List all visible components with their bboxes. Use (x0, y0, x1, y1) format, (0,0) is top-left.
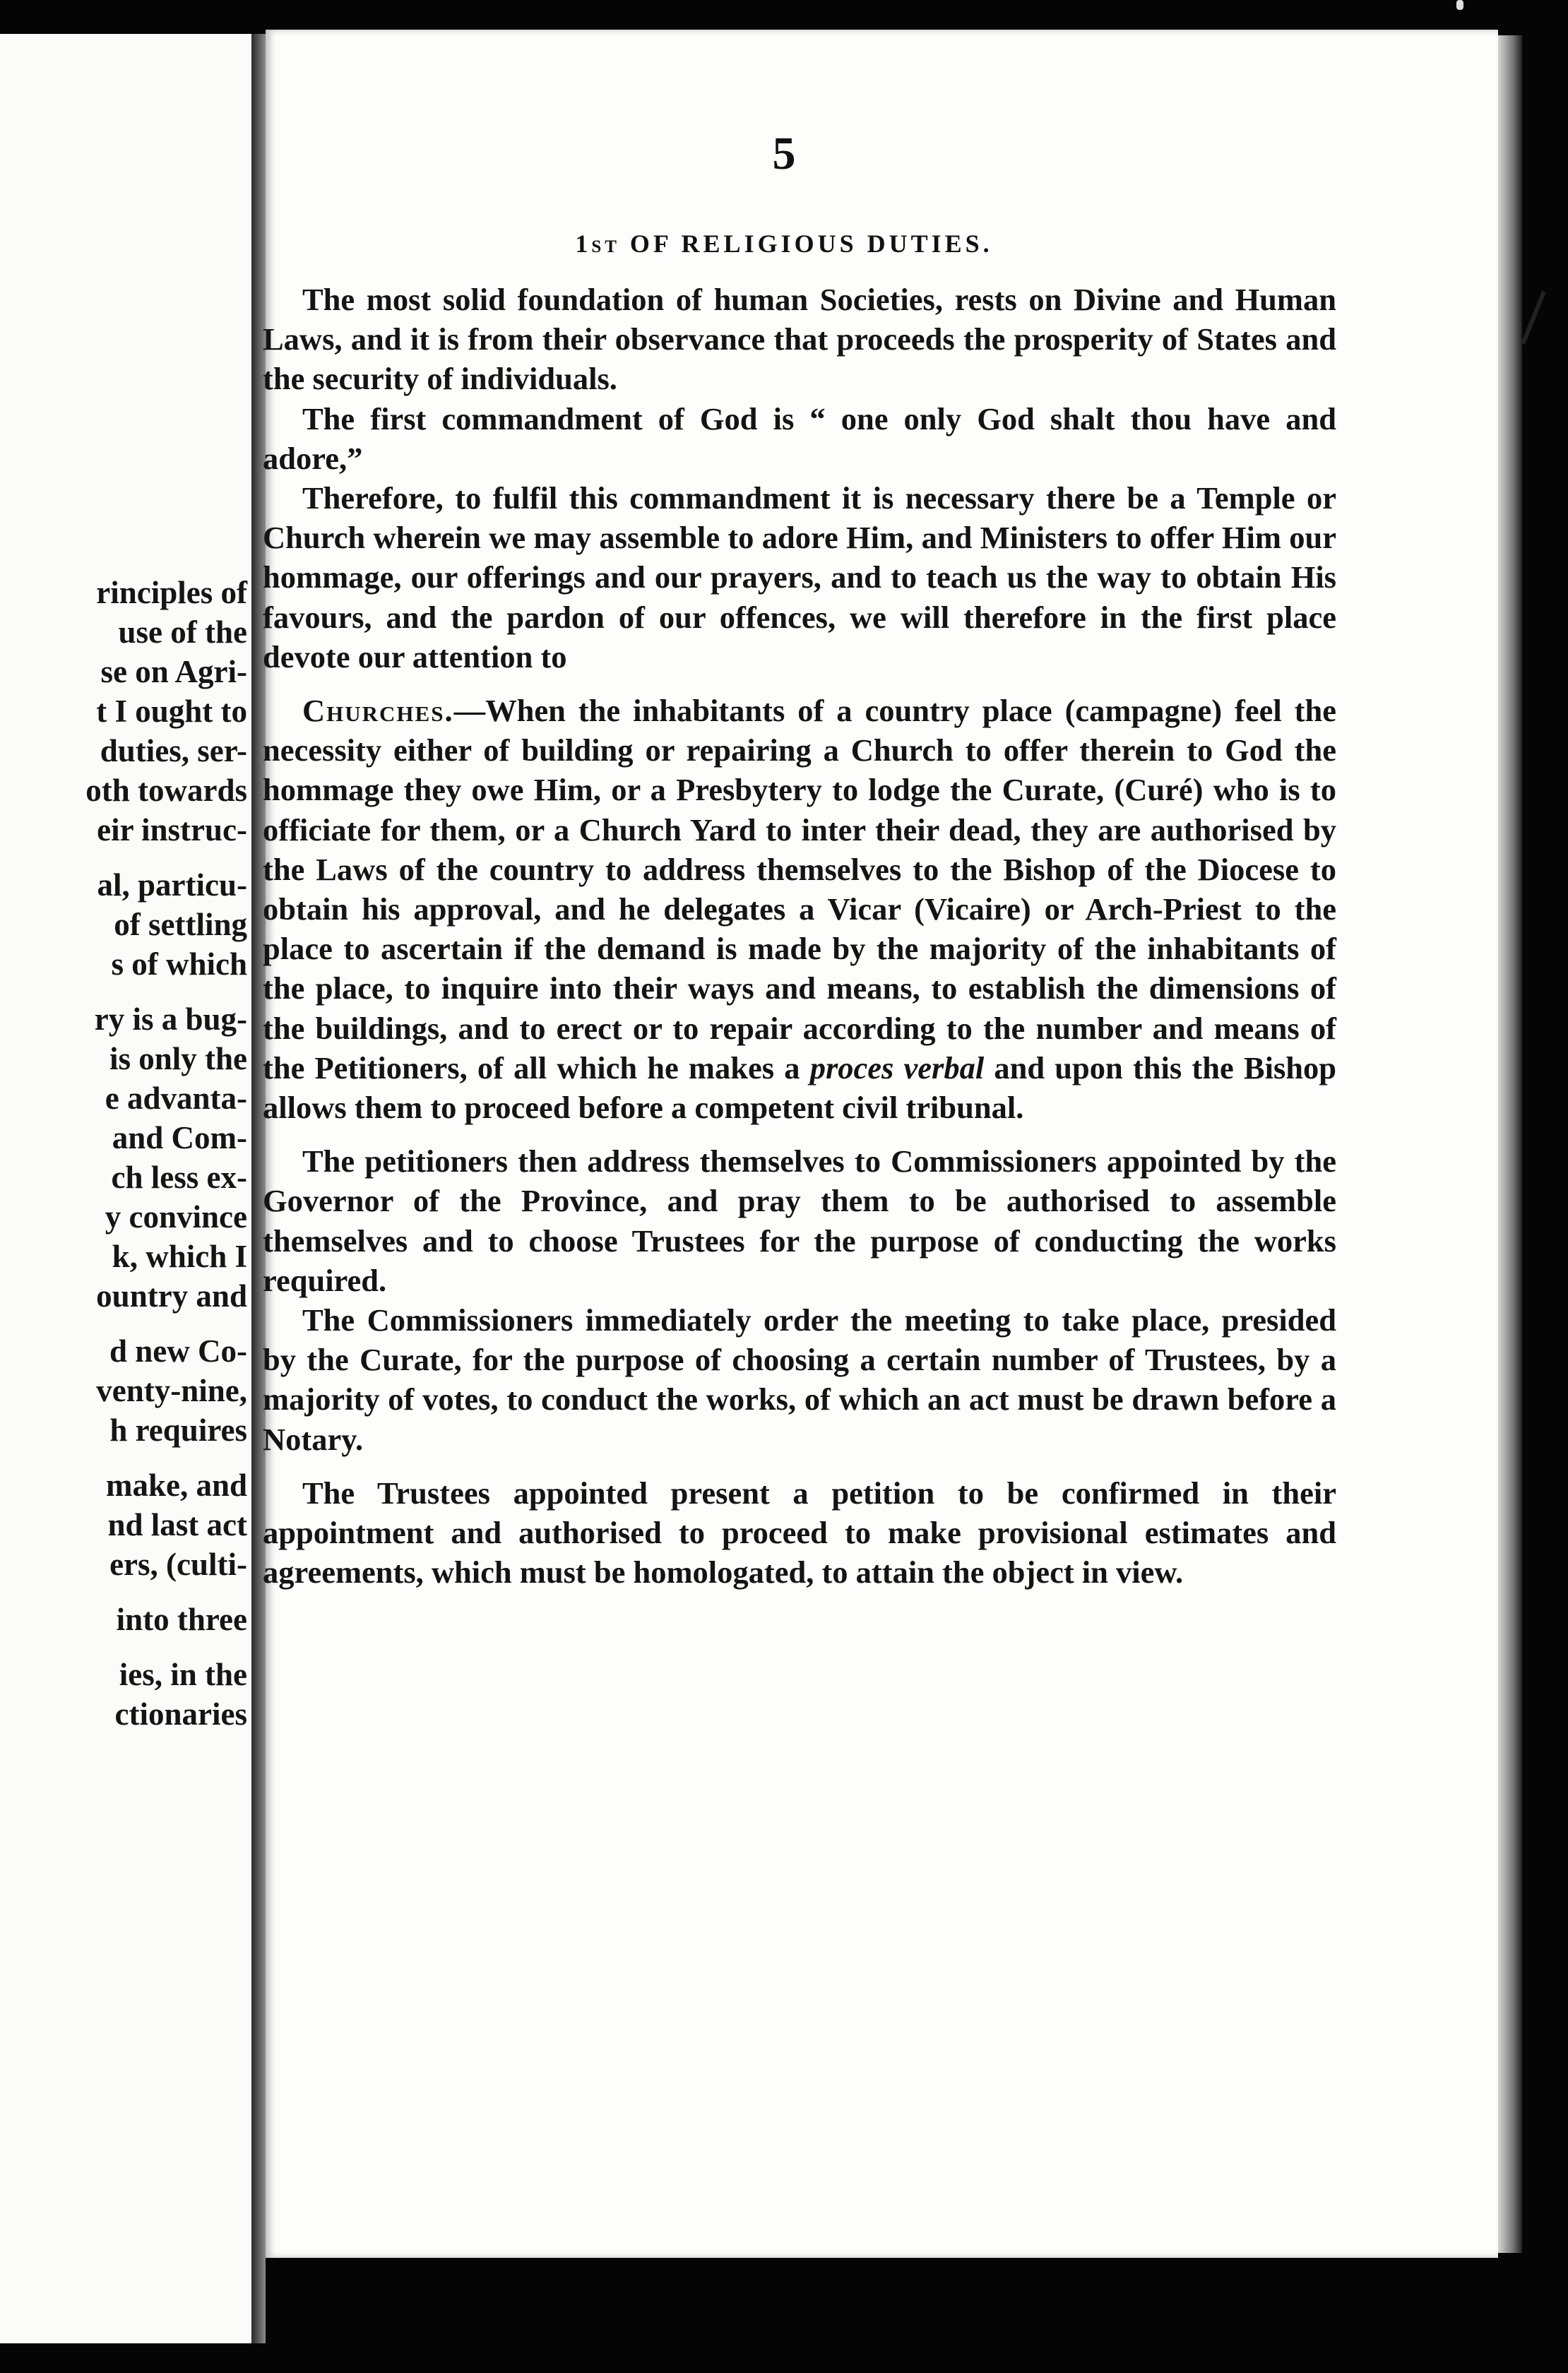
churches-text-b: and upon this the Bishop allows them to proceed before a competent civil tribunal. (263, 1049, 1337, 1126)
left-page-line: into three (116, 1602, 247, 1637)
left-page-line: ch less ex- (111, 1160, 247, 1195)
page-edge (1498, 35, 1522, 2253)
paragraph-churches (263, 691, 1336, 1127)
section-heading: 1st OF RELIGIOUS DUTIES. (575, 230, 993, 258)
paragraph-foundation: The most solid foundation of human Societies, rests on Divine and Human Laws, and it is from their observance that proceeds the prosperity of States and the security of individuals. (263, 282, 1336, 397)
left-page-line: eir instruc- (97, 812, 247, 848)
churches-lead: Churches. (302, 693, 454, 729)
left-page-line: s of which (111, 946, 247, 982)
corner-dot-mark (1456, 0, 1463, 10)
left-page-line: se on Agri- (100, 654, 247, 689)
paragraph-therefore: Therefore, to fulfil this commandment it is necessary there be a Temple or Church wherein we may assemble to adore Him, and Ministers to offer Him our hommage, our offerings and our prayers, and to teach us the way to obtain His favours, and the pardon of our offences, we will therefore in the first place devote our attention to (263, 480, 1336, 674)
left-page-line: ers, (culti- (109, 1547, 247, 1582)
margin-stroke-mark (1521, 291, 1546, 345)
page-number: 5 (772, 128, 796, 179)
left-page-line: venty-nine, (96, 1373, 247, 1408)
left-page (0, 34, 255, 2343)
churches-text-a: —When the inhabitants of a country place (campagne) feel the necessity either of building or repairing a Church to offer therein to God the hommage they owe Him, or a Presbytery to lodge the Curate, (Curé) who is to officiate for them, or a Church Yard to inter their dead, they are authorised by the Laws of the country to address themselves to the Bishop of the Diocese to obtain his approval, and he delegates a Vicar (Vicaire) or Arch-Priest to the place to ascertain if the demand is made by the majority of the inhabitants of the place, to inquire into their ways and means, to establish the dimensions of the buildings, and to erect or to repair according to the number and means of the Petitioners, of all which he makes a (263, 693, 1336, 1086)
left-page-line: and Com- (112, 1120, 247, 1155)
left-page-line: ry is a bug- (94, 1001, 247, 1037)
left-page-line: use of the (118, 614, 247, 650)
proces-verbal: proces verbal (809, 1049, 985, 1086)
left-page-line: duties, ser- (100, 733, 247, 768)
left-page-line: ies, in the (119, 1657, 247, 1692)
body-text (263, 280, 1336, 1593)
left-page-line: nd last act (107, 1507, 247, 1542)
paragraph-petitioners: The petitioners then address themselves to Commissioners appointed by the Governor of the Province, and pray them to be authorised to assemble themselves and to choose Trustees for the purpose of conducting the works required. (263, 1143, 1336, 1298)
left-page-line: make, and (105, 1468, 247, 1503)
paragraph-commissioners: The Commissioners immediately order the meeting to take place, presided by the Curate, for the purpose of choosing a certain number of Trustees, by a majority of votes, to conduct the works, of which an act must be drawn before a Notary. (263, 1302, 1336, 1457)
left-page-line: d new Co- (109, 1333, 247, 1369)
left-page-line: ountry and (96, 1278, 247, 1314)
left-page-line: e advanta- (105, 1081, 247, 1116)
left-page-line: t I ought to (96, 694, 247, 729)
left-page-line: h requires (109, 1412, 247, 1448)
left-page-line: ctionaries (114, 1696, 247, 1732)
paragraph-trustees: The Trustees appointed present a petition to be confirmed in their appointment and authorised to proceed to make provisional estimates and agreements, which must be homologated, to attain the object in view. (263, 1475, 1336, 1590)
left-page-line: is only the (109, 1041, 247, 1076)
paragraph-first-commandment: The first commandment of God is “ one only God shalt thou have and adore,” (263, 400, 1336, 476)
left-page-line: al, particu- (97, 867, 247, 903)
left-page-line: rinciples of (96, 575, 247, 610)
left-page-line: k, which I (112, 1239, 247, 1274)
left-page-line: oth towards (85, 773, 247, 808)
left-page-line: of settling (114, 907, 247, 942)
left-page-line: y convince (105, 1199, 247, 1235)
